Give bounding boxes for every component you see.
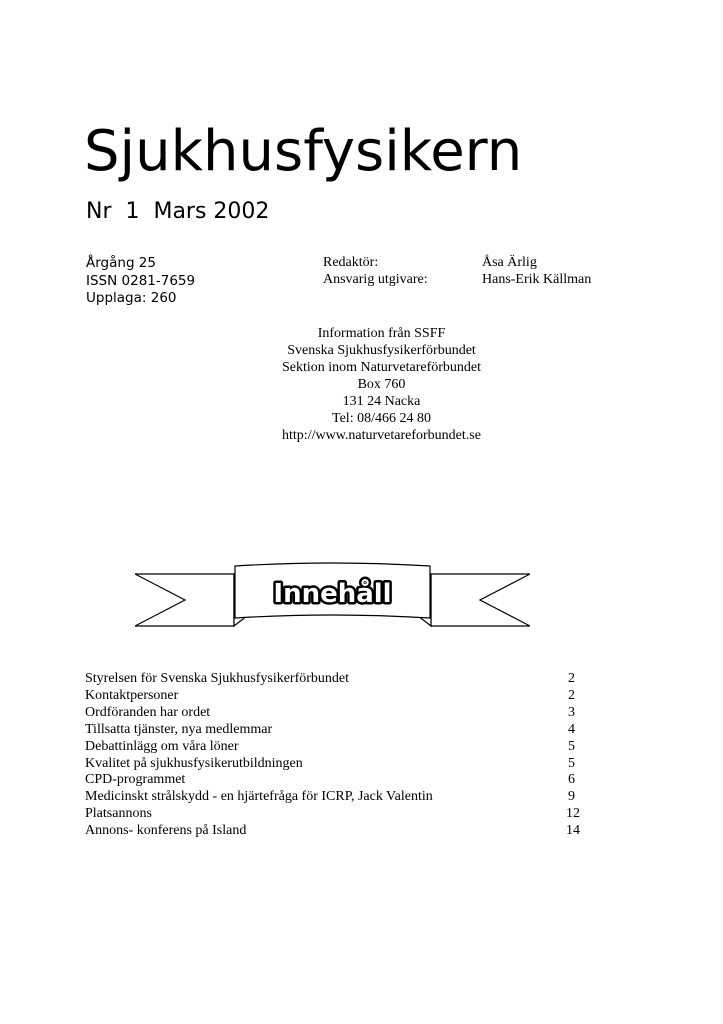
toc-item[interactable]	[85, 806, 580, 823]
toc-item[interactable]	[85, 789, 580, 806]
toc-item[interactable]	[85, 756, 580, 773]
toc-page: 12	[566, 806, 580, 822]
toc-title: CPD-programmet	[85, 772, 186, 788]
toc-page: 4	[568, 721, 575, 737]
toc-title: Debattinlägg om våra löner	[85, 738, 239, 754]
circulation-text: Upplaga: 260	[86, 290, 177, 306]
toc-page: 2	[568, 687, 575, 703]
newsletter-title: Sjukhusfysikern	[84, 119, 523, 184]
contents-heading: Innehåll	[273, 579, 392, 609]
contents-banner	[135, 562, 530, 638]
issue-number: Nr 1 Mars 2002	[86, 199, 270, 224]
contact-line: Tel: 08/466 24 80	[332, 411, 431, 426]
toc-item[interactable]	[85, 772, 580, 789]
toc-title: Platsannons	[85, 806, 152, 822]
publisher-label: Ansvarig utgivare:	[323, 272, 428, 287]
contact-line: Information från SSFF	[317, 326, 446, 341]
contact-line: Box 760	[357, 377, 406, 392]
contact-line: Svenska Sjukhusfysikerförbundet	[287, 343, 476, 358]
toc-item[interactable]	[85, 671, 580, 688]
table-of-contents	[85, 671, 580, 840]
toc-page: 5	[568, 738, 575, 754]
volume-text: Årgång 25	[86, 255, 156, 271]
ribbon-left-tail	[135, 574, 234, 626]
toc-page: 14	[566, 823, 580, 839]
toc-title: Kvalitet på sjukhusfysikerutbildningen	[85, 755, 303, 771]
toc-title: Kontaktpersoner	[85, 687, 179, 703]
issn-text: ISSN 0281-7659	[86, 272, 196, 289]
toc-title: Annons- konferens på Island	[85, 823, 247, 839]
editor-name: Åsa Ärlig	[482, 255, 537, 270]
ribbon-right-tail	[431, 574, 530, 626]
toc-page: 2	[568, 671, 575, 686]
toc-page: 6	[568, 772, 575, 788]
toc-page: 9	[568, 789, 575, 805]
publication-info	[86, 255, 195, 308]
toc-title: Styrelsen för Svenska Sjukhusfysikerförbundet	[85, 671, 350, 686]
toc-item[interactable]	[85, 705, 580, 722]
editor-label: Redaktör:	[323, 255, 379, 270]
contact-line: 131 24 Nacka	[342, 394, 421, 409]
contact-block	[0, 325, 723, 444]
toc-title: Medicinskt strålskydd - en hjärtefråga för ICRP, Jack Valentin	[85, 789, 433, 805]
contact-line: Sektion inom Naturvetareförbundet	[281, 360, 482, 375]
toc-item[interactable]	[85, 739, 580, 756]
publisher-name: Hans-Erik Källman	[482, 272, 592, 287]
toc-title: Ordföranden har ordet	[85, 704, 211, 720]
toc-item[interactable]	[85, 688, 580, 705]
toc-page: 3	[568, 704, 575, 720]
contact-url[interactable]: http://www.naturvetareforbundet.se	[282, 428, 481, 443]
toc-page: 5	[568, 755, 575, 771]
toc-title: Tillsatta tjänster, nya medlemmar	[85, 721, 273, 737]
toc-item[interactable]	[85, 823, 580, 840]
toc-item[interactable]	[85, 722, 580, 739]
